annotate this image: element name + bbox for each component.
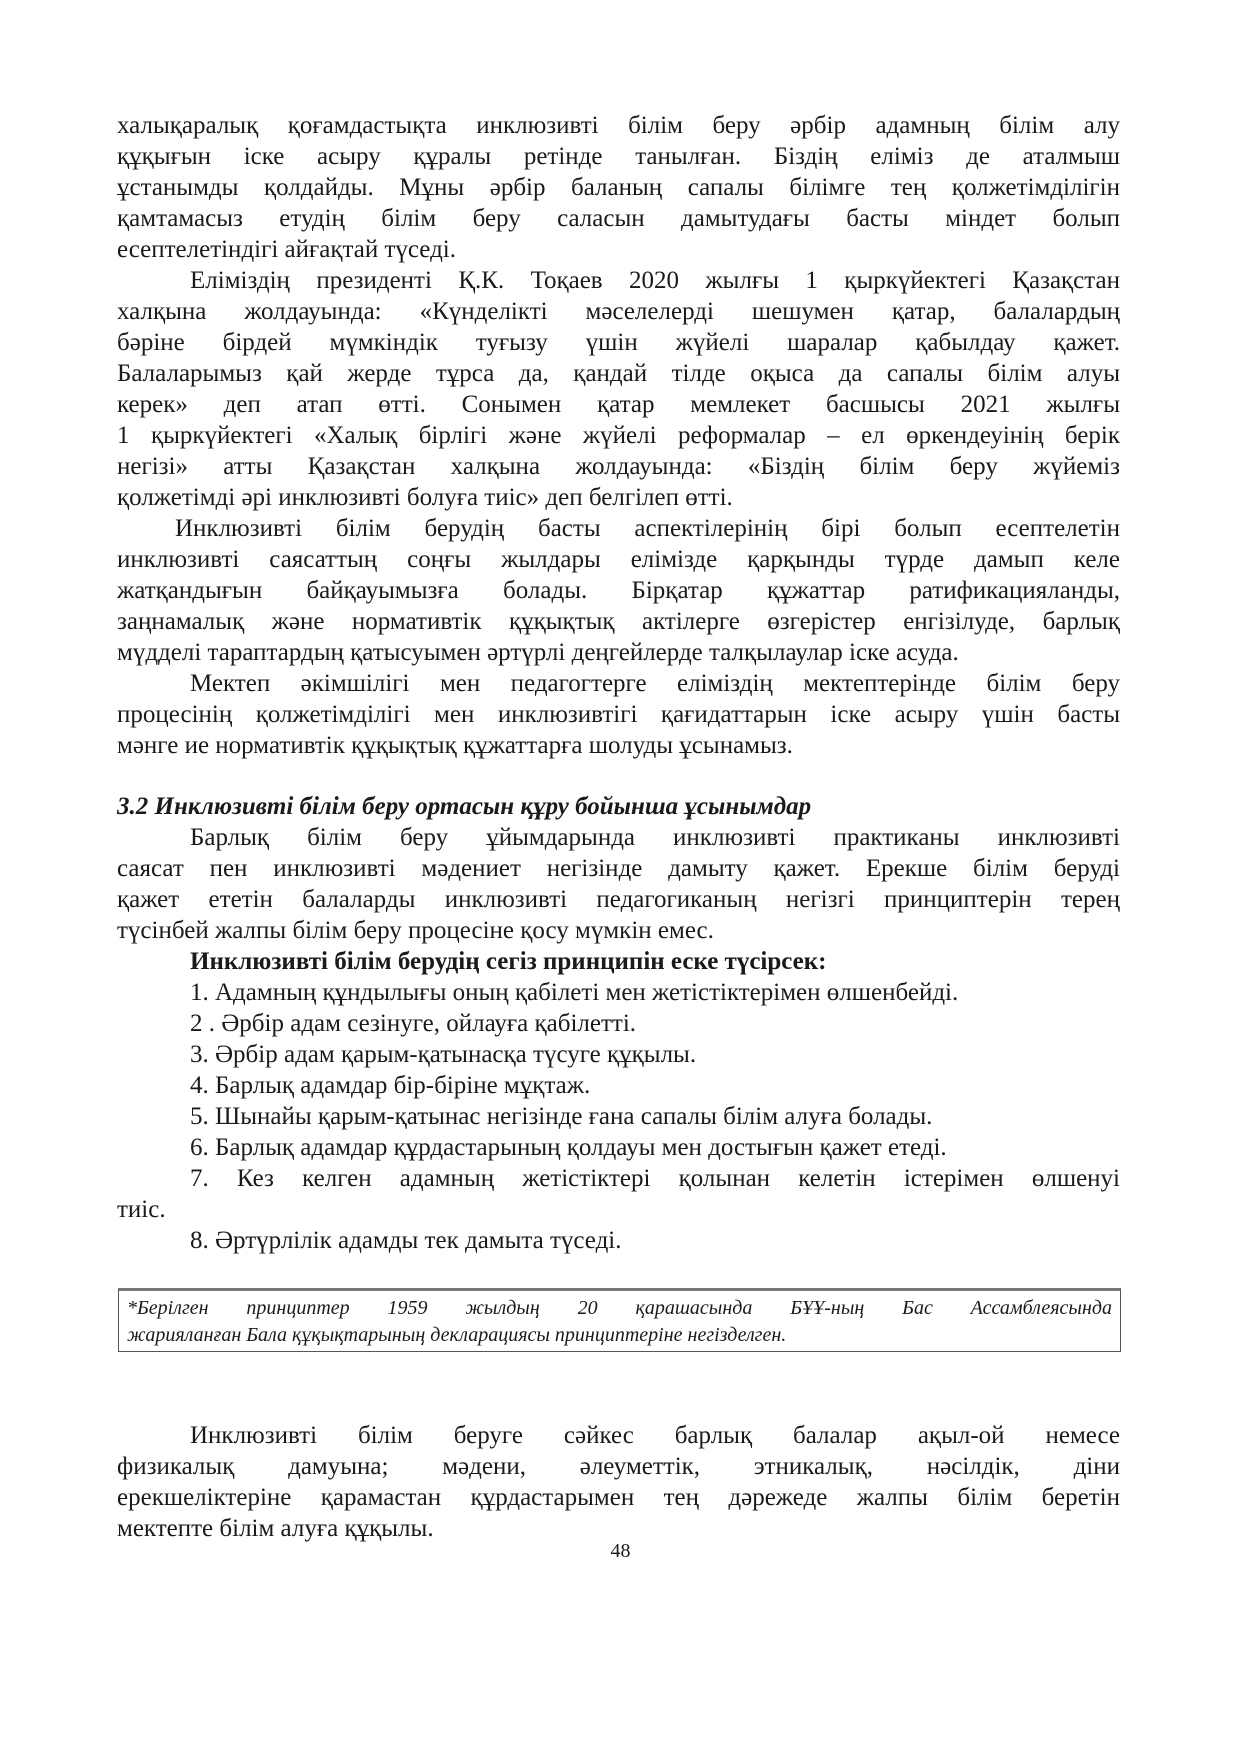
text-line: құқығын іске асыру құралы ретінде танылған. Біздің еліміз де аталмыш (117, 143, 1120, 170)
text-line: Инклюзивті білім беруге сәйкес барлық балалар ақыл-ой немесе (190, 1422, 1120, 1449)
page-number: 48 (610, 1540, 631, 1562)
footnote-line: жарияланған Бала құқықтарының декларациясы принциптеріне негізделген. (127, 1324, 787, 1346)
list-item: 4. Барлық адамдар бір-біріне мұқтаж. (190, 1072, 591, 1099)
section-heading: 3.2 Инклюзивті білім беру ортасын құру бойынша ұсынымдар (117, 793, 812, 820)
text-line: жатқандығын байқауымызға болады. Бірқатар құжаттар ратификацияланды, (117, 577, 1120, 604)
text-line: негізі» атты Қазақстан халқына жолдауында: «Біздің білім беру жүйеміз (117, 453, 1120, 480)
text-line: бәріне бірдей мүмкіндік туғызу үшін жүйелі шаралар қабылдау қажет. (117, 329, 1120, 356)
list-item: 1. Адамның құндылығы оның қабілеті мен жетістіктерімен өлшенбейді. (190, 979, 959, 1006)
list-item: 5. Шынайы қарым-қатынас негізінде ғана сапалы білім алуға болады. (190, 1103, 933, 1130)
text-line: Еліміздің президенті Қ.К. Тоқаев 2020 жылғы 1 қыркүйектегі Қазақстан (190, 267, 1120, 294)
list-item: 7. Кез келген адамның жетістіктері қолынан келетін істерімен өлшенуі (190, 1165, 1120, 1192)
text-line: физикалық дамуына; мәдени, әлеуметтік, этникалық, нәсілдік, діни (117, 1453, 1120, 1480)
text-line: 1 қыркүйектегі «Халық бірлігі және жүйелі реформалар – ел өркендеуінің берік (117, 422, 1120, 449)
text-line: процесінің қолжетімділігі мен инклюзивтігі қағидаттарын іске асыру үшін басты (117, 701, 1120, 728)
text-line: Барлық білім беру ұйымдарында инклюзивті практиканы инклюзивті (190, 824, 1120, 851)
text-line: түсінбей жалпы білім беру процесіне қосу мүмкін емес. (117, 917, 714, 944)
list-item: 3. Әрбір адам қарым-қатынасқа түсуге құқылы. (190, 1041, 697, 1068)
text-line: ұстанымды қолдайды. Мұны әрбір баланың сапалы білімге тең қолжетімділігін (117, 174, 1120, 201)
text-line: инклюзивті саясаттың соңғы жылдары елімізде қарқынды түрде дамып келе (117, 546, 1120, 573)
text-line: саясат пен инклюзивті мәдениет негізінде дамыту қажет. Ерекше білім беруді (117, 855, 1120, 882)
text-line: заңнамалық және нормативтік құқықтық актілерге өзгерістер енгізілуде, барлық (117, 608, 1120, 635)
text-line: Инклюзивті білім берудің басты аспектілерінің бірі болып есептелетін (175, 515, 1120, 542)
text-line: қажет ететін балаларды инклюзивті педагогиканың негізгі принциптерін терең (117, 886, 1120, 913)
footnote-line: *Берілген принциптер 1959 жылдың 20 қарашасында БҰҰ-ның Бас Ассамблеясында (127, 1297, 1112, 1319)
principles-heading: Инклюзивті білім берудің сегіз принципін еске түсірсек: (190, 948, 827, 975)
text-line: қамтамасыз етудің білім беру саласын дамытудағы басты міндет болып (117, 205, 1120, 232)
text-line: қолжетімді әрі инклюзивті болуға тиіс» деп белгілеп өтті. (117, 484, 733, 511)
text-line: мәнге ие нормативтік құқықтық құжаттарға шолуды ұсынамыз. (117, 732, 793, 759)
footnote-box (118, 1288, 1121, 1352)
text-line: есептелетіндігі айғақтай түседі. (117, 236, 456, 263)
text-line: халқына жолдауында: «Күнделікті мәселелерді шешумен қатар, балалардың (117, 298, 1120, 325)
text-line: мектепте білім алуға құқылы. (117, 1515, 434, 1542)
list-item: 2 . Әрбір адам сезінуге, ойлауға қабілетті. (190, 1010, 637, 1037)
text-line: Мектеп әкімшілігі мен педагогтерге еліміздің мектептерінде білім беру (190, 670, 1120, 697)
text-line: Балаларымыз қай жерде тұрса да, қандай тілде оқыса да сапалы білім алуы (117, 360, 1120, 387)
text-line: керек» деп атап өтті. Сонымен қатар мемлекет басшысы 2021 жылғы (117, 391, 1120, 418)
text-line: халықаралық қоғамдастықта инклюзивті білім беру әрбір адамның білім алу (117, 112, 1120, 139)
list-item-continuation: тиіс. (117, 1196, 166, 1223)
text-line: мүдделі тараптардың қатысуымен әртүрлі деңгейлерде талқылаулар іске асуда. (117, 639, 959, 666)
list-item: 8. Әртүрлілік адамды тек дамыта түседі. (190, 1227, 622, 1254)
list-item: 6. Барлық адамдар құрдастарының қолдауы мен достығын қажет етеді. (190, 1134, 947, 1161)
text-line: ерекшеліктеріне қарамастан құрдастарымен тең дәрежеде жалпы білім беретін (117, 1484, 1120, 1511)
